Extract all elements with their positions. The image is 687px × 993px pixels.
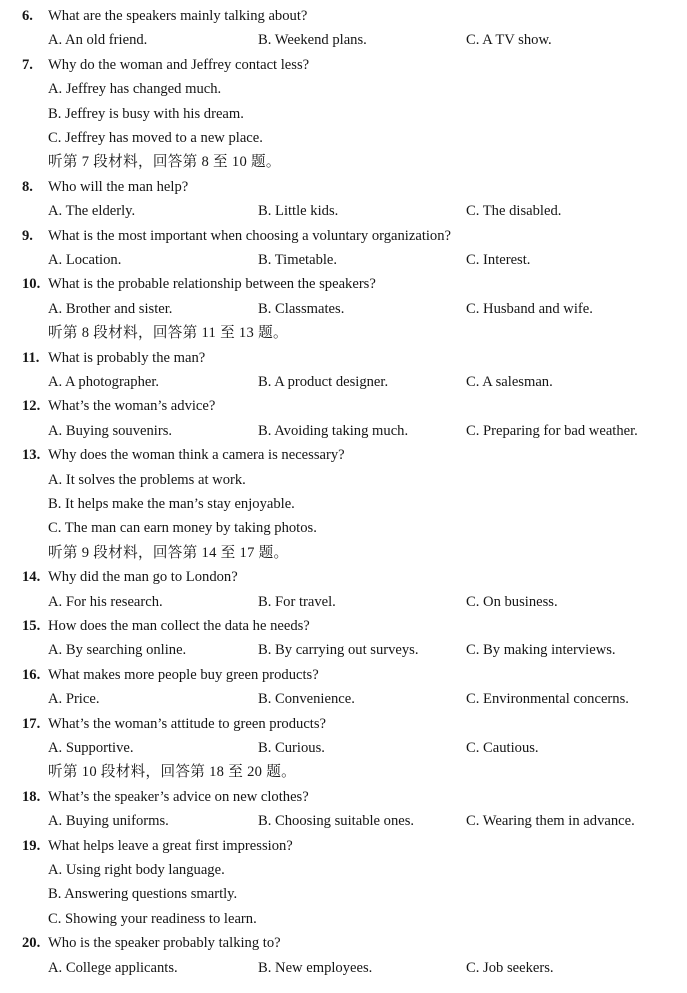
question-stem: What is the probable relationship between the speakers? (48, 276, 376, 293)
option-b: B. A product designer. (258, 374, 389, 390)
question-stem: What’s the speaker’s advice on new clothes? (48, 788, 309, 805)
question-stem-line (0, 933, 687, 953)
options-row (0, 811, 687, 831)
option-b: B. Jeffrey is busy with his dream. (48, 105, 244, 122)
option-c: C. On business. (466, 593, 558, 610)
question-number: 10. (22, 276, 41, 293)
question-stem-line (0, 445, 687, 465)
section-instruction (0, 323, 687, 343)
option-c: C. Preparing for bad weather. (466, 422, 638, 439)
option-b: B. Little kids. (258, 203, 339, 220)
question-number: 9. (22, 227, 33, 244)
option-a: A. By searching online. (48, 642, 187, 659)
question-stem: Who is the speaker probably talking to? (48, 935, 281, 952)
question-number: 14. (22, 569, 41, 586)
question-stem: What’s the woman’s advice? (48, 398, 216, 415)
options-row (0, 372, 687, 392)
option-b: B. Convenience. (258, 691, 355, 708)
question-number: 20. (22, 935, 41, 952)
question-stem-line (0, 567, 687, 587)
question-stem-line (0, 6, 687, 26)
option-c: C. By making interviews. (466, 642, 616, 659)
section-heading: 听第 9 段材料，回答第 14 至 17 题。 (48, 544, 289, 561)
question-stem: What are the speakers mainly talking about? (48, 8, 308, 24)
options-row (0, 201, 687, 221)
option-c: C. A salesman. (466, 374, 553, 390)
options-row (0, 299, 687, 319)
option-a: A. Buying souvenirs. (48, 422, 173, 439)
option-c: C. A TV show. (466, 32, 552, 49)
option-b: B. Avoiding taking much. (258, 422, 409, 439)
option-a: A. Price. (48, 691, 100, 708)
question-stem: Why do the woman and Jeffrey contact less? (48, 56, 310, 73)
option-a: A. An old friend. (48, 32, 148, 49)
section-heading: 听第 10 段材料，回答第 18 至 20 题。 (48, 764, 296, 781)
question-stem-line (0, 787, 687, 807)
option-c: C. Job seekers. (466, 959, 554, 976)
section-heading: 听第 8 段材料，回答第 11 至 13 题。 (48, 325, 288, 342)
options-row (0, 738, 687, 758)
option-line (0, 494, 687, 514)
option-b: B. Curious. (258, 740, 325, 756)
question-stem: Why did the man go to London? (48, 569, 238, 586)
option-b: B. Classmates. (258, 300, 345, 317)
section-instruction (0, 762, 687, 782)
question-stem: What’s the woman’s attitude to green products? (48, 715, 327, 732)
question-stem: What helps leave a great first impression? (48, 837, 293, 854)
question-stem: Who will the man help? (48, 178, 189, 195)
options-row (0, 958, 687, 978)
question-number: 13. (22, 447, 41, 464)
option-c: C. The man can earn money by taking photos. (48, 520, 317, 537)
question-stem: How does the man collect the data he needs? (48, 618, 310, 634)
question-stem-line (0, 714, 687, 734)
question-stem-line (0, 177, 687, 197)
question-number: 18. (22, 788, 41, 805)
section-heading: 听第 7 段材料，回答第 8 至 10 题。 (48, 154, 281, 171)
question-stem: What makes more people buy green products? (48, 666, 319, 683)
options-row (0, 30, 687, 50)
question-stem-line (0, 665, 687, 685)
question-stem: What is probably the man? (48, 349, 206, 366)
options-row (0, 592, 687, 612)
option-c: C. Interest. (466, 252, 531, 268)
option-c: C. The disabled. (466, 203, 562, 220)
question-stem: Why does the woman think a camera is necessary? (48, 447, 345, 464)
option-line (0, 909, 687, 929)
options-row (0, 640, 687, 660)
option-c: C. Wearing them in advance. (466, 813, 635, 830)
question-stem-line (0, 348, 687, 368)
option-b: B. For travel. (258, 593, 336, 610)
option-c: C. Jeffrey has moved to a new place. (48, 130, 263, 146)
option-c: C. Environmental concerns. (466, 691, 629, 708)
question-stem: What is the most important when choosing a voluntary organization? (48, 227, 451, 244)
section-instruction (0, 543, 687, 563)
question-number: 15. (22, 618, 41, 634)
option-line (0, 128, 687, 148)
question-number: 11. (22, 349, 40, 366)
question-number: 7. (22, 56, 33, 73)
section-instruction (0, 152, 687, 172)
option-line (0, 79, 687, 99)
question-number: 6. (22, 8, 33, 24)
question-stem-line (0, 836, 687, 856)
option-c: C. Husband and wife. (466, 300, 593, 317)
option-b: B. It helps make the man’s stay enjoyable. (48, 496, 295, 512)
question-number: 17. (22, 715, 41, 732)
option-b: B. Choosing suitable ones. (258, 813, 415, 830)
option-a: A. Supportive. (48, 740, 134, 756)
question-stem-line (0, 274, 687, 294)
option-line (0, 470, 687, 490)
option-b: B. By carrying out surveys. (258, 642, 419, 659)
option-a: A. Brother and sister. (48, 300, 173, 317)
question-stem-line (0, 226, 687, 246)
option-line (0, 104, 687, 124)
question-stem-line (0, 396, 687, 416)
option-c: C. Cautious. (466, 740, 539, 756)
question-stem-line (0, 616, 687, 636)
option-a: A. Location. (48, 252, 122, 268)
option-a: A. Buying uniforms. (48, 813, 169, 830)
option-a: A. Jeffrey has changed much. (48, 81, 222, 98)
question-stem-line (0, 55, 687, 75)
option-a: A. For his research. (48, 593, 163, 610)
option-a: A. A photographer. (48, 374, 160, 390)
question-number: 16. (22, 666, 41, 683)
options-row (0, 689, 687, 709)
option-b: B. Weekend plans. (258, 32, 367, 49)
option-line (0, 518, 687, 538)
options-row (0, 421, 687, 441)
option-a: A. It solves the problems at work. (48, 471, 246, 488)
options-row (0, 250, 687, 270)
option-b: B. New employees. (258, 959, 373, 976)
question-number: 12. (22, 398, 41, 415)
option-line (0, 860, 687, 880)
option-b: B. Answering questions smartly. (48, 886, 238, 903)
question-number: 19. (22, 837, 41, 854)
option-a: A. Using right body language. (48, 862, 225, 878)
question-number: 8. (22, 178, 33, 195)
option-b: B. Timetable. (258, 252, 338, 268)
option-line (0, 884, 687, 904)
option-c: C. Showing your readiness to learn. (48, 910, 257, 927)
option-a: A. The elderly. (48, 203, 136, 220)
option-a: A. College applicants. (48, 959, 178, 976)
